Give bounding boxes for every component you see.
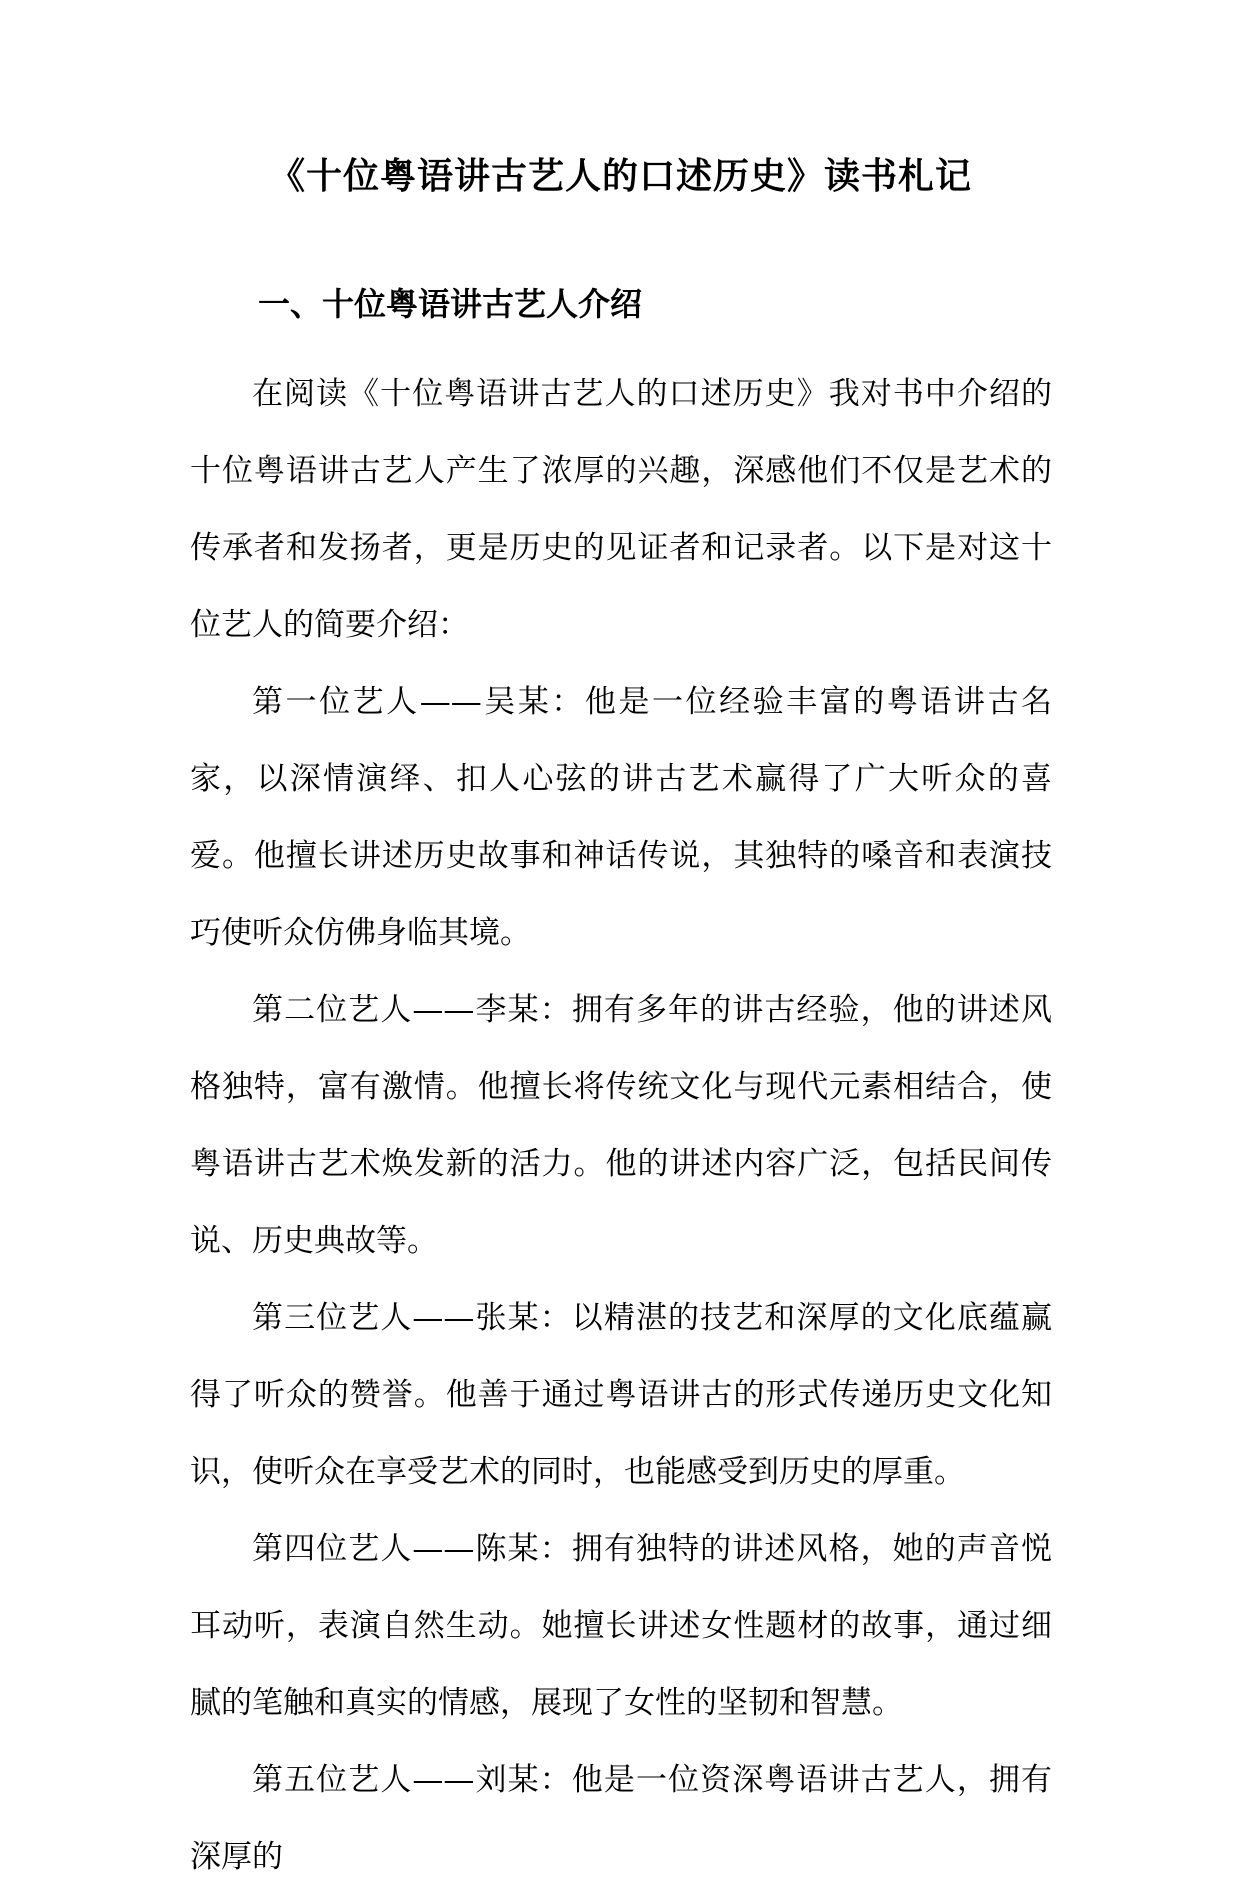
paragraph-artist-4: 第四位艺人——陈某：拥有独特的讲述风格，她的声音悦耳动听，表演自然生动。她擅长讲述女性题材的故事，通过细腻的笔触和真实的情感，展现了女性的坚韧和智慧。 [190,1531,1052,1721]
paragraph-artist-2: 第二位艺人——李某：拥有多年的讲古经验，他的讲述风格独特，富有激情。他擅长将传统文化与现代元素相结合，使粤语讲古艺术焕发新的活力。他的讲述内容广泛，包括民间传说、历史典故等。 [190,992,1052,1259]
paragraph-intro: 在阅读《十位粤语讲古艺人的口述历史》我对书中介绍的十位粤语讲古艺人产生了浓厚的兴趣，深感他们不仅是艺术的传承者和发扬者，更是历史的见证者和记录者。以下是对这十位艺人的简要介绍： [190,376,1052,643]
paragraph-artist-3: 第三位艺人——张某：以精湛的技艺和深厚的文化底蕴赢得了听众的赞誉。他善于通过粤语讲古的形式传递历史文化知识，使听众在享受艺术的同时，也能感受到历史的厚重。 [190,1300,1052,1490]
body-text [190,356,1052,1896]
document-title: 《十位粤语讲古艺人的口述历史》读书札记 [268,155,972,197]
paragraph-artist-5: 第五位艺人——刘某：他是一位资深粤语讲古艺人，拥有深厚的 [190,1762,1052,1875]
paragraph-artist-1: 第一位艺人——吴某：他是一位经验丰富的粤语讲古名家，以深情演绎、扣人心弦的讲古艺术赢得了广大听众的喜爱。他擅长讲述历史故事和神话传说，其独特的嗓音和表演技巧使听众仿佛身临其境。 [190,684,1052,951]
section-heading: 一、十位粤语讲古艺人介绍 [258,285,643,323]
